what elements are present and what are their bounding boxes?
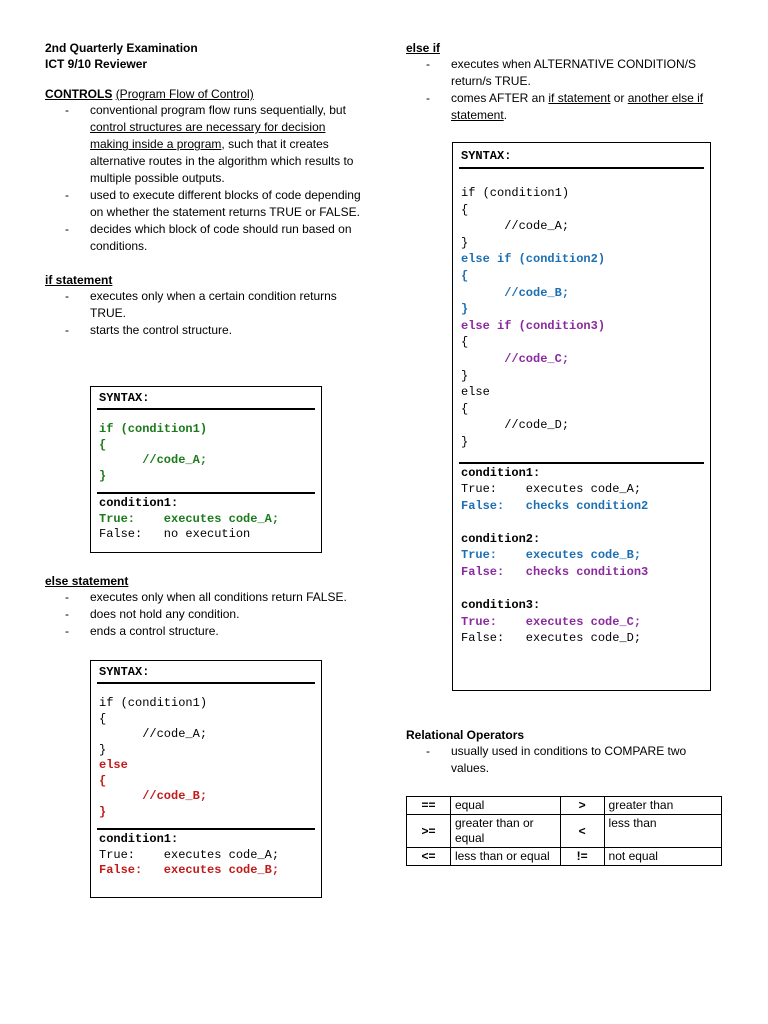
code-line: { — [99, 773, 107, 788]
controls-title: CONTROLS — [45, 87, 113, 101]
controls-subtitle: (Program Flow of Control) — [115, 87, 254, 101]
code-line: //code_C; — [461, 351, 570, 366]
false-line: False: executes code_B; — [99, 863, 280, 877]
code-line: //code_A; — [461, 219, 570, 234]
controls-bullets — [45, 102, 365, 255]
code-line: } — [99, 468, 107, 483]
code-line: //code_A; — [99, 727, 208, 741]
true-line: True: executes code_B; — [461, 548, 642, 563]
code-line: } — [461, 434, 469, 449]
code-line: { — [99, 711, 107, 726]
syntax-label: SYNTAX: — [99, 391, 150, 405]
list-item: - starts the control structure. — [45, 322, 365, 339]
code-line: if (condition1) — [99, 422, 208, 436]
right-column — [406, 40, 726, 124]
meaning-cell: greater than or equal — [450, 815, 560, 848]
false-line: False: checks condition3 — [461, 565, 649, 580]
if-bullets — [45, 288, 365, 339]
relational-heading: Relational Operators — [406, 728, 525, 742]
syntax-label: SYNTAX: — [461, 149, 512, 163]
table-row — [407, 848, 722, 866]
code-line: //code_D; — [461, 418, 570, 433]
operator-cell: < — [560, 815, 604, 848]
code-line: else if (condition3) — [461, 318, 606, 333]
code-line: if (condition1) — [461, 186, 570, 200]
table-row — [407, 797, 722, 815]
else-syntax-box — [90, 660, 322, 898]
left-column — [45, 40, 365, 339]
condition-label: condition1: — [461, 465, 541, 480]
condition-label: condition2: — [461, 531, 541, 546]
code-line: } — [99, 742, 107, 757]
list-item: - executes only when a certain condition returns TRUE. — [45, 288, 365, 322]
condition-label: condition1: — [99, 496, 179, 510]
code-line: //code_A; — [99, 453, 208, 467]
else-bullets — [45, 589, 365, 640]
code-line: else if (condition2) — [461, 252, 606, 267]
table-row — [407, 815, 722, 848]
list-item: - used to execute different blocks of code depending on whether the statement returns TRUE or FALSE. — [45, 187, 365, 221]
condition-label: condition3: — [461, 598, 541, 613]
if-syntax-box — [90, 386, 322, 553]
syntax-label: SYNTAX: — [99, 665, 150, 679]
list-item: - ends a control structure. — [45, 623, 365, 640]
meaning-cell: less than or equal — [450, 848, 560, 866]
relational-section — [406, 727, 726, 777]
list-item: - does not hold any condition. — [45, 606, 365, 623]
operator-cell: != — [560, 848, 604, 866]
condition-label: condition1: — [99, 832, 179, 846]
true-line: True: executes code_A; — [99, 511, 280, 526]
code-line: { — [461, 268, 469, 283]
code-line: { — [461, 202, 469, 217]
code-line: } — [461, 235, 469, 250]
code-line: else — [461, 385, 490, 400]
controls-heading — [45, 86, 365, 102]
meaning-cell: equal — [450, 797, 560, 815]
code-line: { — [461, 335, 469, 350]
code-line: { — [461, 401, 469, 416]
operator-cell: <= — [407, 848, 451, 866]
else-section — [45, 573, 365, 640]
relational-operators-table — [406, 796, 722, 866]
false-line: False: checks condition2 — [461, 498, 649, 513]
else-if-syntax-box — [452, 142, 711, 691]
else-if-bullets — [406, 56, 726, 124]
true-line: True: executes code_A; — [461, 482, 642, 497]
meaning-cell: greater than — [604, 797, 721, 815]
true-line: True: executes code_C; — [461, 614, 642, 629]
code-line: else — [99, 758, 128, 772]
doc-title: 2nd Quarterly Examination — [45, 41, 198, 55]
meaning-cell: not equal — [604, 848, 721, 866]
relational-bullets — [406, 743, 726, 777]
operator-cell: == — [407, 797, 451, 815]
else-statement-heading: else statement — [45, 574, 129, 588]
code-line: //code_B; — [461, 285, 570, 300]
list-item: - conventional program flow runs sequentially, but control structures are necessary for decision making inside a program, such that it creates alternative routes in the algorithm which results to multiple possible outputs. — [45, 102, 365, 187]
list-item: - comes AFTER an if statement or another else if statement. — [406, 90, 726, 124]
operator-cell: >= — [407, 815, 451, 848]
else-if-heading: else if — [406, 41, 441, 55]
true-line: True: executes code_A; — [99, 847, 280, 862]
code-line: { — [99, 437, 107, 452]
code-line: //code_B; — [99, 789, 208, 803]
doc-subtitle: ICT 9/10 Reviewer — [45, 57, 148, 71]
list-item: - usually used in conditions to COMPARE two values. — [406, 743, 726, 777]
list-item: - executes when ALTERNATIVE CONDITION/S return/s TRUE. — [406, 56, 726, 90]
if-statement-heading: if statement — [45, 273, 113, 287]
meaning-cell: less than — [604, 815, 721, 848]
operator-cell: > — [560, 797, 604, 815]
false-line: False: no execution — [99, 527, 251, 541]
list-item: - decides which block of code should run based on conditions. — [45, 221, 365, 255]
code-line: } — [461, 368, 469, 383]
code-line: if (condition1) — [99, 696, 208, 710]
code-line: } — [99, 804, 107, 819]
code-line: } — [461, 302, 469, 317]
false-line: False: executes code_D; — [461, 631, 642, 646]
list-item: - executes only when all conditions return FALSE. — [45, 589, 365, 606]
